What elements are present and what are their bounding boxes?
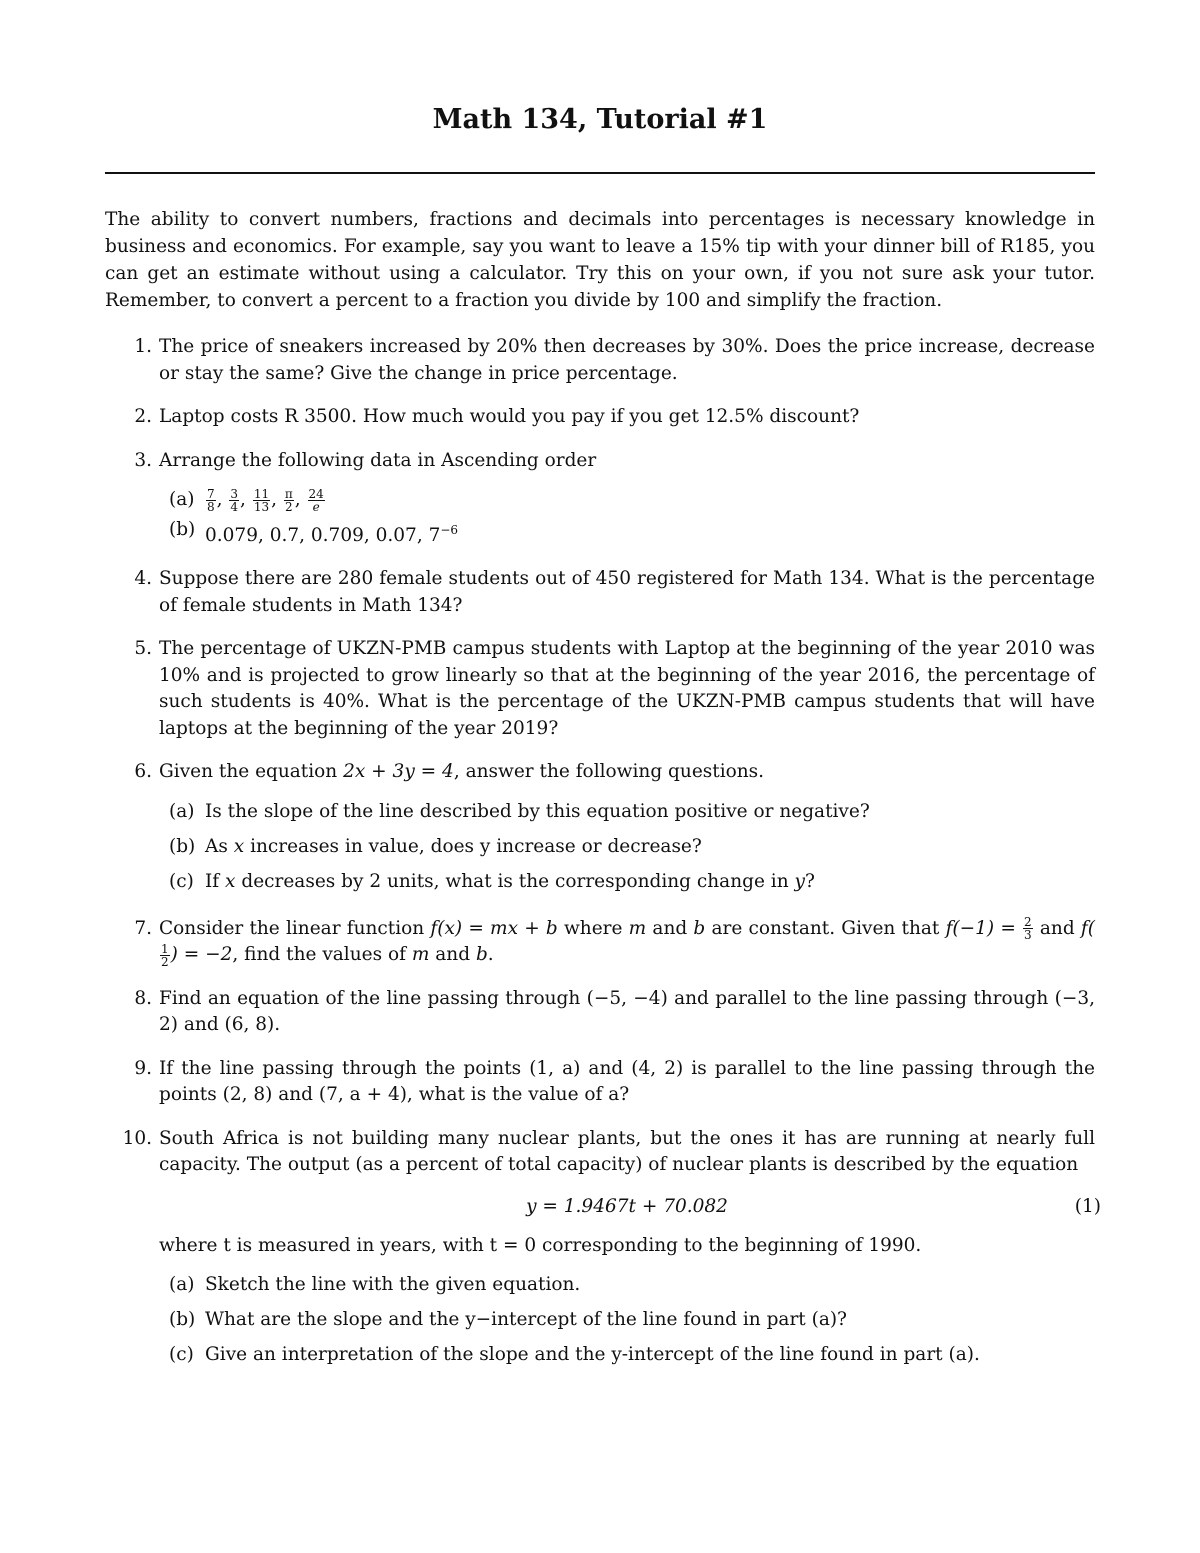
question-number: 5. <box>134 638 152 660</box>
variable: b <box>475 944 488 966</box>
fraction <box>284 488 294 513</box>
variable: y <box>794 870 805 892</box>
sub-question-list <box>159 482 1095 549</box>
question-number: 3. <box>134 449 152 471</box>
sub-question-text-post: increases in value, does y increase or decrease? <box>244 835 702 857</box>
variable: x <box>233 835 245 857</box>
question-1 <box>105 334 1095 387</box>
variable: x <box>225 870 236 892</box>
text-segment: and <box>429 944 476 966</box>
sub-question-text-post: ? <box>804 870 815 892</box>
sub-question-a <box>159 794 1095 829</box>
intro-paragraph: The ability to convert numbers, fractions and decimals into percentages is necessary knowledge in business and economics. For example, say you want to leave a 15% tip with your dinner bill of R185, you can get an estimate without using a calculator. Try this on your own, if you not sure ask your tutor. Remember, to convert a percent to a fraction you divide by 100 and simplify the fraction. <box>105 209 1095 311</box>
sub-label: (b) <box>169 835 196 857</box>
denominator: e <box>312 499 320 514</box>
question-10 <box>105 1126 1101 1373</box>
sub-label: (a) <box>169 1274 195 1296</box>
sub-question-b <box>159 517 1095 549</box>
question-5 <box>105 636 1095 742</box>
question-8 <box>105 986 1095 1039</box>
sub-question-text: Is the slope of the line described by this equation positive or negative? <box>205 800 870 822</box>
denominator: 3 <box>1024 928 1032 943</box>
text-segment: and <box>1033 917 1081 939</box>
sub-question-list <box>159 794 1095 899</box>
numerator: 7 <box>207 486 215 501</box>
equation-row <box>159 1187 1101 1227</box>
fraction <box>160 943 170 968</box>
question-9 <box>105 1056 1095 1109</box>
text-segment: and <box>646 917 694 939</box>
display-equation: y = 1.9467t + 70.082 <box>526 1195 728 1217</box>
fraction <box>1023 916 1033 941</box>
page-title: Math 134, Tutorial #1 <box>432 104 768 135</box>
exponent: −6 <box>440 523 459 537</box>
sub-question-text-pre: As <box>205 835 234 857</box>
equation-number: (1) <box>1074 1195 1101 1217</box>
question-text-pre: Given the equation <box>159 761 344 783</box>
sub-label: (a) <box>169 800 195 822</box>
variable: m <box>411 944 430 966</box>
sub-question-text-mid: decreases by 2 units, what is the corresponding change in <box>235 870 795 892</box>
question-text: If the line passing through the points (1, a) and (4, 2) is parallel to the line passing through the points (2, 8) and (7, a + 4), what is the value of a? <box>159 1057 1095 1106</box>
question-text: Arrange the following data in Ascending order <box>159 449 597 471</box>
sub-question-text: What are the slope and the y−intercept of the line found in part (a)? <box>205 1309 847 1331</box>
sub-question-a: (a) $\frac{7}{8}$ , $\frac{3}{4}$ , $\frac{11}{13}$ , $\frac{\pi}{2}$ , $\frac{24}{e}$ <box>159 482 1095 517</box>
sub-question-text: Give an interpretation of the slope and the y-intercept of the line found in part (a). <box>205 1344 980 1366</box>
function-value: f( <box>1080 917 1095 939</box>
question-text: Laptop costs R 3500. How much would you pay if you get 12.5% discount? <box>159 406 860 427</box>
numerator: 2 <box>1024 915 1032 930</box>
question-text: Find an equation of the line passing through (−5, −4) and parallel to the line passing through (−3, 2) and (6, 8). <box>159 987 1095 1036</box>
sub-question-a <box>159 1267 1095 1302</box>
text-segment: where <box>557 917 629 939</box>
function-value: ) = −2 <box>170 944 233 966</box>
fraction <box>253 488 270 513</box>
sub-question-c <box>159 864 1095 899</box>
text-segment: Consider the linear function <box>159 917 431 939</box>
fraction <box>206 488 216 513</box>
variable: m <box>628 917 647 939</box>
text-segment: , find the values of <box>232 944 412 966</box>
numerator: 24 <box>308 486 324 501</box>
numerator: 3 <box>230 486 239 501</box>
fraction <box>308 488 325 513</box>
sub-question-text-pre: If <box>205 870 226 892</box>
question-number: 2. <box>134 406 152 427</box>
question-text: South Africa is not building many nuclear plants, but the ones it has are running at nearly full capacity. The output (as a percent of total capacity) of nuclear plants is described by the equation <box>159 1127 1095 1176</box>
sub-question-text: Sketch the line with the given equation. <box>205 1274 581 1296</box>
denominator: 4 <box>230 499 239 514</box>
question-number: 8. <box>134 987 152 1009</box>
title-rule <box>105 172 1095 174</box>
question-2 <box>105 404 1095 431</box>
question-3 <box>105 448 1095 550</box>
question-number: 10. <box>122 1127 152 1149</box>
sub-question-text: 0.079, 0.7, 0.709, 0.07, 7 <box>205 525 441 547</box>
denominator: 2 <box>284 499 293 514</box>
function-expression: f(x) = mx + b <box>430 917 558 939</box>
question-number: 6. <box>134 761 152 783</box>
question-text: Suppose there are 280 female students out of 450 registered for Math 134. What is the percentage of female students in Math 134? <box>159 568 1095 616</box>
sub-question-b <box>159 1302 1095 1337</box>
equation: 2x + 3y = 4 <box>343 761 454 783</box>
numerator: π <box>284 486 293 501</box>
fraction <box>229 488 239 513</box>
question-text-post: , answer the following questions. <box>453 761 765 783</box>
question-text-after: where t is measured in years, with t = 0 corresponding to the beginning of 1990. <box>159 1234 922 1256</box>
question-text: The percentage of UKZN-PMB campus students with Laptop at the beginning of the year 2010 was 10% and is projected to grow linearly so that at the beginning of the year 2016, the percentage of such students is 40%. What is the percentage of the UKZN-PMB campus students that will have laptops at the beginning of the year 2019? <box>159 638 1095 739</box>
sub-label: (b) <box>169 519 196 540</box>
numerator: 1 <box>161 941 169 956</box>
question-number: 4. <box>134 568 152 590</box>
text-segment: . <box>487 944 494 966</box>
denominator: 8 <box>207 499 215 514</box>
sub-question-c <box>159 1337 1095 1372</box>
sub-label: (c) <box>169 870 194 892</box>
question-number: 7. <box>134 917 152 939</box>
numerator: 11 <box>253 486 270 501</box>
question-list <box>105 334 1101 1372</box>
denominator: 2 <box>161 954 169 969</box>
question-6 <box>105 759 1095 899</box>
function-value: f(−1) = <box>945 917 1023 939</box>
sub-label: (b) <box>169 1309 196 1331</box>
question-text: The price of sneakers increased by 20% then decreases by 30%. Does the price increase, decrease or stay the same? Give the change in price percentage. <box>159 336 1095 384</box>
sub-question-b <box>159 829 1095 864</box>
tutorial-page <box>105 100 1101 1389</box>
sub-label: (a) <box>169 489 195 510</box>
question-number: 9. <box>134 1057 152 1079</box>
sub-question-list <box>159 1267 1095 1372</box>
question-4 <box>105 566 1095 619</box>
text-segment: are constant. Given that <box>705 917 946 939</box>
denominator: 13 <box>253 499 270 514</box>
question-7 <box>105 916 1095 969</box>
question-number: 1. <box>134 336 152 357</box>
variable: b <box>693 917 706 939</box>
sub-label: (c) <box>169 1344 194 1366</box>
